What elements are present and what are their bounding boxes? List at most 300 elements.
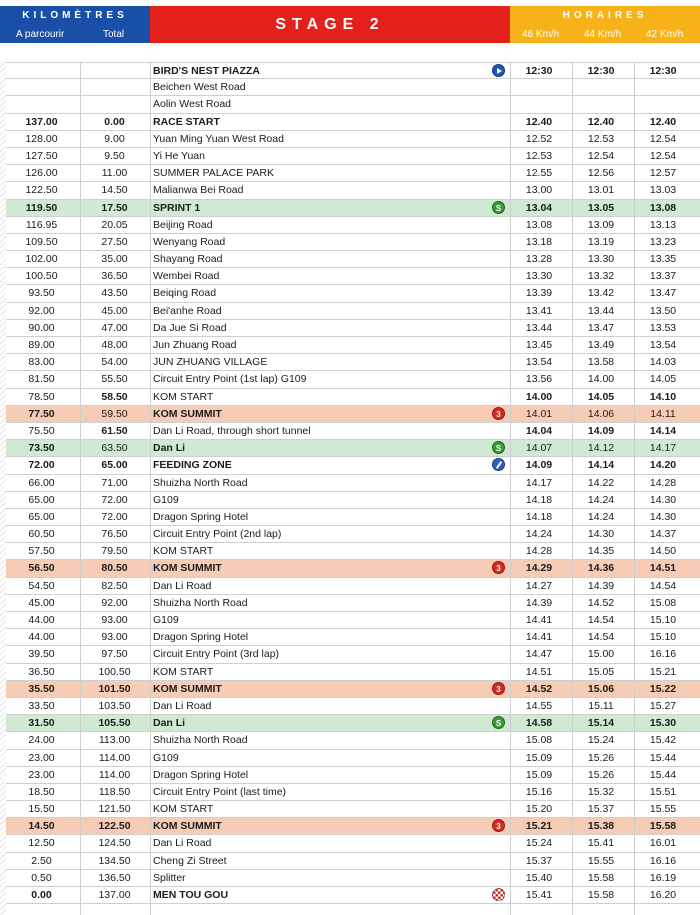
place-name: Dan Li (153, 442, 186, 455)
table-row (6, 389, 700, 406)
km-remaining: 31.50 (28, 717, 55, 730)
speed-44-label: 44 Km/h (584, 29, 622, 40)
km-remaining: 44.00 (28, 614, 55, 626)
km-total: 122.50 (98, 820, 131, 833)
time-44: 15.14 (587, 717, 615, 730)
place-name: Wembei Road (153, 270, 220, 283)
time-46: 14.47 (525, 648, 553, 661)
time-46: 14.28 (525, 545, 553, 558)
time-46: 13.18 (525, 235, 553, 248)
km-remaining: 24.00 (28, 734, 55, 747)
table-row (6, 131, 700, 148)
time-42: 16.20 (649, 889, 677, 901)
km-remaining: 44.00 (28, 631, 55, 644)
km-total (80, 63, 149, 79)
time-44: 15.58 (587, 871, 615, 884)
time-46: 15.09 (525, 751, 553, 764)
time-42: 14.51 (649, 562, 677, 575)
time-44: 15.11 (588, 699, 614, 712)
km-total: 27.50 (101, 235, 128, 248)
time-46: 13.04 (525, 201, 553, 214)
km-total: 103.50 (98, 699, 131, 712)
time-46 (510, 96, 568, 112)
km-remaining: 119.50 (25, 201, 58, 214)
time-44: 14.54 (587, 631, 615, 644)
km-remaining: 33.50 (28, 699, 55, 712)
km-remaining: 65.00 (28, 493, 55, 506)
time-44: 15.41 (587, 837, 615, 850)
km-remaining: 126.00 (25, 167, 58, 180)
table-row (6, 698, 700, 715)
place-name: Dragon Spring Hotel (153, 768, 249, 781)
km-total: 97.50 (101, 648, 128, 661)
table-row (6, 62, 700, 79)
km-total: 48.00 (101, 339, 128, 351)
sprint-row (6, 440, 700, 457)
time-46: 14.17 (525, 476, 553, 489)
table-row (6, 303, 700, 320)
time-44 (572, 79, 630, 95)
km-remaining: 35.50 (28, 682, 55, 695)
table-row (6, 492, 700, 509)
table-row (6, 217, 700, 234)
time-42: 14.17 (649, 442, 677, 455)
km-remaining: 18.50 (28, 785, 55, 798)
time-42: 14.03 (649, 356, 677, 369)
km-total: 17.50 (101, 201, 128, 214)
time-46: 12.53 (525, 149, 553, 162)
time-44: 14.09 (587, 424, 615, 437)
time-42: 14.37 (649, 528, 677, 541)
place-name: Dan Li Road, through short tunnel (153, 424, 311, 437)
time-46: 14.29 (525, 562, 553, 575)
km-remaining: 23.00 (28, 751, 55, 764)
table-row (6, 629, 700, 646)
km-remaining: 100.50 (25, 270, 58, 283)
time-46: 15.16 (525, 785, 553, 798)
time-44: 15.00 (587, 648, 615, 661)
time-44: 15.38 (587, 820, 615, 833)
km-remaining: 60.50 (28, 528, 55, 541)
kom-icon: 3 (492, 561, 505, 574)
place-name: KOM START (153, 545, 214, 558)
time-44: 12.56 (587, 167, 615, 180)
time-44: 13.44 (587, 304, 615, 317)
time-46: 14.04 (525, 424, 553, 437)
time-44: 15.37 (587, 803, 615, 816)
time-44: 14.35 (587, 545, 615, 558)
table-row (6, 767, 700, 784)
time-42: 15.58 (649, 820, 677, 833)
km-total: 59.50 (101, 407, 128, 420)
km-remaining: 2.50 (31, 854, 52, 867)
time-46: 14.18 (525, 493, 553, 506)
km-total: 105.50 (98, 717, 131, 730)
km-total: 14.50 (101, 184, 128, 197)
km-total: 93.00 (101, 631, 128, 644)
time-46: 15.40 (525, 871, 553, 884)
table-row (6, 578, 700, 595)
table-row (6, 801, 700, 818)
time-42: 12:30 (649, 65, 677, 77)
time-46: 15.21 (525, 820, 553, 833)
time-42: 13.08 (649, 201, 677, 214)
place-name: FEEDING ZONE (153, 459, 232, 472)
time-42: 14.30 (649, 493, 677, 506)
time-44: 15.05 (587, 665, 615, 678)
km-remaining: 73.50 (28, 442, 55, 455)
time-44: 14.52 (587, 596, 615, 609)
time-46: 13.54 (525, 356, 553, 369)
time-46 (510, 79, 568, 95)
table-row (6, 853, 700, 870)
place-name: Bei'anhe Road (153, 304, 222, 317)
table-row (6, 285, 700, 302)
table-row (6, 835, 700, 852)
time-46: 14.41 (525, 631, 553, 644)
km-total: 113.00 (98, 734, 131, 747)
place-name: KOM SUMMIT (153, 682, 222, 695)
km-total: 71.00 (101, 476, 128, 489)
place-name: BIRD'S NEST PIAZZA (153, 65, 260, 77)
place-name: Da Jue Si Road (153, 321, 227, 334)
finish-icon (492, 888, 505, 901)
time-46: 14.41 (525, 614, 553, 626)
km-remaining: 23.00 (28, 768, 55, 781)
place-name: Beichen West Road (153, 81, 246, 94)
sprint-icon: S (492, 441, 505, 454)
km-total: 72.00 (101, 493, 128, 506)
place-name: Beiqing Road (153, 287, 217, 300)
time-46: 13.56 (525, 373, 553, 386)
km-remaining: 77.50 (28, 407, 55, 420)
table-row (6, 475, 700, 492)
time-42: 13.23 (649, 235, 677, 248)
column-divider (80, 62, 81, 915)
table-row (6, 509, 700, 526)
km-remaining: 0.50 (31, 871, 52, 884)
place-name: KOM SUMMIT (153, 407, 222, 420)
place-name: Malianwa Bei Road (153, 184, 244, 197)
time-46: 14.55 (525, 699, 553, 712)
time-46: 14.01 (525, 407, 553, 420)
km-total: 121.50 (98, 803, 131, 816)
km-total: 58.50 (101, 390, 128, 403)
place-name: Shuizha North Road (153, 596, 248, 609)
place-name: Wenyang Road (153, 235, 226, 248)
km-total: 55.50 (101, 373, 128, 386)
time-44: 15.58 (587, 889, 615, 901)
km-remaining: 89.00 (28, 339, 55, 351)
km-total: 100.50 (98, 665, 131, 678)
km-remaining: 36.50 (28, 665, 55, 678)
km-remaining: 128.00 (25, 132, 58, 145)
speed-46-label: 46 Km/h (522, 29, 560, 40)
km-total: 124.50 (98, 837, 131, 850)
place-name: SPRINT 1 (153, 201, 201, 214)
sprint-icon: S (492, 201, 505, 214)
time-46: 14.27 (525, 579, 553, 592)
time-46: 15.41 (525, 889, 553, 901)
time-44: 13.49 (587, 339, 615, 351)
time-44: 13.01 (587, 184, 615, 197)
kom-row (6, 560, 700, 577)
km-total: 76.50 (101, 528, 128, 541)
km-total: 92.00 (101, 596, 128, 609)
time-42 (634, 79, 692, 95)
km-total: 101.50 (98, 682, 131, 695)
time-42: 15.51 (649, 785, 677, 798)
place-name: KOM START (153, 803, 214, 816)
time-44: 14.00 (587, 373, 615, 386)
km-remaining: 90.00 (28, 321, 55, 334)
time-46: 14.18 (525, 510, 553, 523)
time-44: 13.05 (587, 201, 615, 214)
time-42: 15.44 (649, 751, 677, 764)
kilometres-title: KILOMÈTRES (22, 10, 128, 21)
time-42: 12.54 (649, 149, 677, 162)
time-44: 14.14 (587, 459, 615, 472)
time-44: 12.54 (587, 149, 615, 162)
place-name: Circuit Entry Point (1st lap) G109 (153, 373, 307, 386)
km-remaining (6, 96, 77, 112)
time-42: 12.40 (649, 115, 677, 128)
place-name: Aolin West Road (153, 98, 232, 111)
table-row (6, 234, 700, 251)
kom-icon: 3 (492, 819, 505, 832)
time-42: 15.10 (649, 614, 677, 626)
time-44: 14.05 (587, 390, 615, 403)
time-44: 15.26 (587, 751, 615, 764)
km-remaining: 12.50 (28, 837, 55, 850)
km-total: 61.50 (101, 424, 128, 437)
table-row (6, 784, 700, 801)
table-row (6, 251, 700, 268)
place-name: SUMMER PALACE PARK (153, 167, 274, 180)
place-name: RACE START (153, 115, 220, 128)
time-42: 15.21 (649, 665, 677, 678)
sprint-icon: S (492, 716, 505, 729)
km-remaining: 122.50 (25, 184, 58, 197)
place-name: JUN ZHUANG VILLAGE (153, 356, 268, 369)
km-remaining (6, 79, 77, 95)
column-divider (572, 62, 573, 915)
place-name: Circuit Entry Point (3rd lap) (153, 648, 280, 661)
table-row (6, 165, 700, 182)
time-44: 14.06 (587, 407, 615, 420)
km-total: 72.00 (101, 510, 128, 523)
km-remaining: 75.50 (28, 424, 55, 437)
km-total: 82.50 (101, 579, 128, 592)
time-42: 15.55 (649, 803, 677, 816)
table-row (6, 423, 700, 440)
place-name: Shuizha North Road (153, 734, 248, 747)
time-46: 15.37 (525, 854, 553, 867)
time-46: 15.08 (525, 734, 553, 747)
place-name: Dragon Spring Hotel (153, 631, 249, 644)
time-44: 13.30 (587, 253, 615, 266)
time-42: 14.14 (649, 424, 677, 437)
place-name: Jun Zhuang Road (153, 339, 237, 351)
time-42: 15.44 (649, 768, 677, 781)
time-46: 13.45 (525, 339, 553, 351)
kom-icon: 3 (492, 407, 505, 420)
km-total: 20.05 (101, 218, 128, 231)
speed-42-label: 42 Km/h (646, 29, 684, 40)
km-remaining: 66.00 (28, 476, 55, 489)
time-42: 15.27 (649, 699, 677, 712)
time-42: 12.57 (649, 167, 677, 180)
time-46: 14.09 (525, 459, 553, 472)
time-42: 16.01 (649, 837, 677, 850)
col-total-label: Total (103, 29, 125, 40)
time-42: 15.42 (649, 734, 677, 747)
time-46: 13.44 (525, 321, 553, 334)
time-44: 15.32 (587, 785, 615, 798)
time-46: 14.00 (525, 390, 553, 403)
table-row (6, 114, 700, 131)
table-row (6, 750, 700, 767)
kom-row (6, 818, 700, 835)
km-total: 137.00 (98, 889, 131, 901)
km-total: 9.50 (104, 149, 125, 162)
time-42: 16.19 (649, 871, 677, 884)
time-44: 13.32 (587, 270, 615, 283)
table-row (6, 732, 700, 749)
header (0, 0, 700, 43)
col-remaining-label: A parcourir (16, 29, 65, 40)
time-42: 14.30 (649, 510, 677, 523)
time-42: 13.50 (649, 304, 677, 317)
km-total: 47.00 (101, 321, 128, 334)
km-total: 114.00 (98, 768, 131, 781)
time-44: 14.12 (587, 442, 615, 455)
table-row (6, 526, 700, 543)
time-44: 13.42 (587, 287, 615, 300)
place-name: G109 (153, 751, 179, 764)
time-44: 15.55 (587, 854, 615, 867)
km-total (80, 79, 149, 95)
time-44: 12.53 (587, 132, 615, 145)
place-name: MEN TOU GOU (153, 889, 229, 901)
km-remaining: 92.00 (28, 304, 55, 317)
km-total: 136.50 (98, 871, 131, 884)
place-name: Circuit Entry Point (last time) (153, 785, 287, 798)
km-remaining: 137.00 (25, 115, 58, 128)
table-row (6, 354, 700, 371)
km-remaining: 56.50 (28, 562, 55, 575)
table-row (6, 595, 700, 612)
time-46: 14.39 (525, 596, 553, 609)
time-42: 12.54 (649, 132, 677, 145)
km-remaining: 57.50 (28, 545, 55, 558)
place-name: G109 (153, 614, 179, 626)
place-name: KOM START (153, 390, 214, 403)
table-row (6, 337, 700, 354)
km-remaining: 83.00 (28, 356, 55, 369)
km-remaining: 54.50 (28, 579, 55, 592)
time-46: 15.20 (525, 803, 553, 816)
km-remaining: 102.00 (25, 253, 58, 266)
time-46: 12.52 (525, 132, 553, 145)
place-name: Yi He Yuan (153, 149, 205, 162)
km-remaining: 45.00 (28, 596, 55, 609)
table-row (6, 182, 700, 199)
time-46: 13.30 (525, 270, 553, 283)
place-name: Beijing Road (153, 218, 213, 231)
time-42: 13.54 (649, 339, 677, 351)
km-remaining: 93.50 (28, 287, 55, 300)
column-divider (510, 62, 511, 915)
km-total: 118.50 (98, 785, 131, 798)
km-total: 43.50 (101, 287, 128, 300)
table-row (6, 664, 700, 681)
place-name: Dan Li Road (153, 579, 212, 592)
km-total (80, 96, 149, 112)
place-name: Dragon Spring Hotel (153, 510, 249, 523)
time-46: 13.00 (525, 184, 553, 197)
time-44: 14.24 (587, 493, 615, 506)
table-row (6, 148, 700, 165)
table-row (6, 612, 700, 629)
table-row (6, 320, 700, 337)
km-total: 9.00 (104, 132, 125, 145)
km-remaining: 65.00 (28, 510, 55, 523)
time-44: 14.22 (587, 476, 615, 489)
time-44: 12.40 (587, 115, 615, 128)
place-name: Dan Li (153, 717, 186, 730)
time-42: 14.54 (649, 579, 677, 592)
time-46: 14.58 (525, 717, 553, 730)
time-46: 13.28 (525, 253, 553, 266)
km-remaining: 127.50 (25, 149, 58, 162)
time-44: 12:30 (587, 65, 615, 77)
time-46: 13.41 (525, 304, 553, 317)
km-remaining: 0.00 (31, 889, 52, 901)
place-name: Shayang Road (153, 253, 223, 266)
time-42: 13.37 (649, 270, 677, 283)
place-name: G109 (153, 493, 179, 506)
time-42 (634, 96, 692, 112)
time-42: 16.16 (649, 854, 677, 867)
time-46: 13.39 (525, 287, 553, 300)
time-46: 14.07 (525, 442, 553, 455)
km-total: 0.00 (104, 115, 125, 128)
time-44: 14.39 (587, 579, 615, 592)
kom-icon: 3 (492, 682, 505, 695)
time-44: 13.09 (587, 218, 615, 231)
place-name: Dan Li Road (153, 699, 212, 712)
time-44: 14.30 (587, 528, 615, 541)
itinerary-table (6, 62, 700, 904)
time-44: 13.47 (587, 321, 615, 334)
time-42: 13.53 (649, 321, 677, 334)
table-row (6, 457, 700, 474)
km-total: 65.00 (101, 459, 128, 472)
place-name: KOM START (153, 665, 214, 678)
time-42: 15.22 (649, 682, 677, 695)
time-46: 14.24 (525, 528, 553, 541)
place-name: KOM SUMMIT (153, 820, 222, 833)
km-total: 80.50 (101, 562, 128, 575)
place-name: Dan Li Road (153, 837, 212, 850)
time-46: 12.55 (525, 167, 553, 180)
time-42: 13.13 (649, 218, 677, 231)
km-remaining: 109.50 (25, 235, 58, 248)
km-total: 11.00 (101, 167, 128, 180)
km-total: 114.00 (98, 751, 131, 764)
time-42: 13.47 (649, 287, 677, 300)
